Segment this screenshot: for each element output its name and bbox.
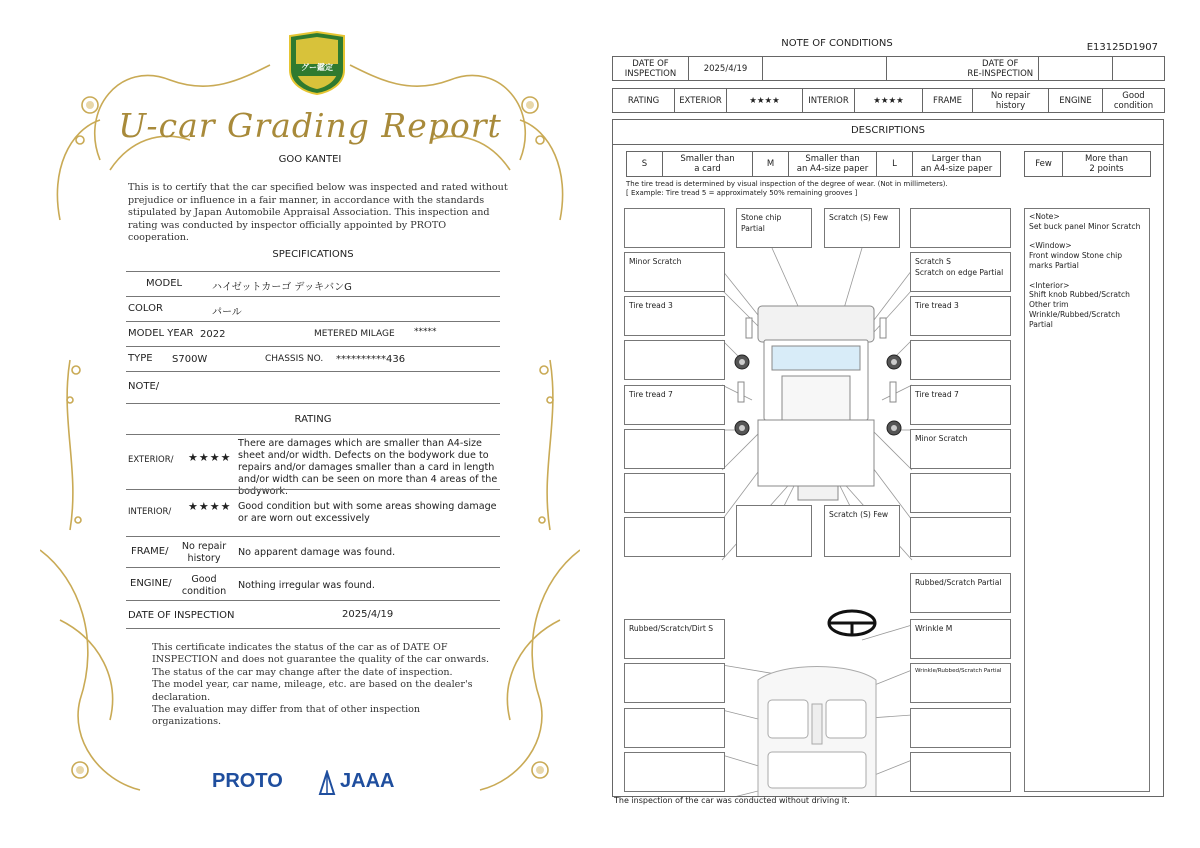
divider: [126, 600, 500, 601]
color-label: COLOR: [128, 303, 163, 314]
chassis-label: CHASSIS NO.: [265, 354, 324, 364]
note-heading: <Note>: [1029, 212, 1060, 221]
divider: [126, 371, 500, 372]
condition-box: Scratch S Scratch on edge Partial: [910, 252, 1011, 292]
frame-value: No repair history: [973, 89, 1049, 113]
model-value: ハイゼットカーゴ デッキバンG: [212, 282, 352, 293]
condition-box: [624, 340, 725, 380]
grading-certificate: [40, 20, 580, 830]
specifications-heading: SPECIFICATIONS: [272, 249, 354, 260]
window-heading: <Window>: [1029, 241, 1072, 251]
divider: [126, 271, 500, 272]
condition-box: [624, 208, 725, 248]
window-text: Front window Stone chip marks Partial: [1029, 251, 1123, 270]
interior-note: Wrinkle/Rubbed/Scratch Partial: [1029, 309, 1121, 329]
model-year-label: MODEL YEAR: [128, 328, 194, 339]
blank-cell: [1113, 57, 1165, 81]
mileage-value: *****: [414, 327, 437, 337]
condition-box: Wrinkle/Rubbed/Scratch Partial: [910, 663, 1011, 703]
condition-box: Wrinkle M: [910, 619, 1011, 659]
condition-box: Rubbed/Scratch Partial: [910, 573, 1011, 613]
divider: [612, 144, 1164, 145]
engine-value: Good condition: [1103, 89, 1165, 113]
date-of-inspection-value: 2025/4/19: [342, 609, 394, 620]
sheet-footer: The inspection of the car was conducted without driving it.: [614, 796, 850, 805]
condition-box: Scratch (S) Few: [824, 505, 900, 557]
interior-note: Other trim: [1029, 300, 1069, 310]
divider: [126, 434, 500, 435]
engine-label: ENGINE: [1049, 89, 1103, 113]
rating-heading: RATING: [294, 414, 332, 425]
interior-note: Shift knob Rubbed/Scratch: [1029, 290, 1130, 300]
divider: [126, 567, 500, 568]
condition-box: [910, 752, 1011, 792]
frame-value: No repair history: [181, 541, 227, 564]
sheet-title: NOTE OF CONDITIONS: [781, 38, 893, 49]
exterior-label: EXTERIOR/: [128, 455, 174, 465]
exterior-description: There are damages which are smaller than A4-size sheet and/or width. Defects on the bodywork due to repairs and/or damages smaller than a card in length and/or width can be seen on more than 4 areas of the bodywork.: [238, 438, 498, 497]
legend-few-desc: More than 2 points: [1063, 152, 1151, 177]
date-of-inspection-value: 2025/4/19: [689, 57, 763, 81]
exterior-stars: ★★★★: [188, 451, 232, 464]
model-year-value: 2022: [200, 329, 226, 340]
condition-box: Rubbed/Scratch/Dirt S: [624, 619, 725, 659]
divider: [126, 489, 500, 490]
steering-wheel-icon: [829, 611, 875, 635]
interior-label: INTERIOR/: [128, 507, 172, 517]
divider: [126, 296, 500, 297]
proto-logo: PROTO: [212, 770, 283, 792]
rating-table: [612, 88, 1165, 113]
note-of-conditions-sheet: [612, 30, 1164, 820]
condition-box: [624, 517, 725, 557]
frame-label: FRAME/: [131, 546, 169, 557]
model-label: MODEL: [146, 278, 183, 289]
legend-few: Few: [1025, 152, 1063, 177]
color-value: パール: [212, 307, 242, 318]
condition-box: Stone chip Partial: [736, 208, 812, 248]
interior-label: INTERIOR: [803, 89, 855, 113]
tire-tread-note: The tire tread is determined by visual inspection of the degree of wear. (Not in millimeters). [ Example: Tire tread 5 = approximately 50% remaining grooves ]: [626, 180, 948, 197]
interior-stars: ★★★★: [855, 89, 923, 113]
note-label: NOTE/: [128, 381, 160, 392]
frame-label: FRAME: [923, 89, 973, 113]
condition-box: Minor Scratch: [624, 252, 725, 292]
condition-box: [736, 505, 812, 557]
condition-box: Scratch (S) Few: [824, 208, 900, 248]
chassis-value: **********436: [336, 354, 406, 365]
certification-statement: This is to certify that the car specified below was inspected and rated without prejudice or influence in a fair manner, in accordance with the standards stipulated by Japan Automobile Appraisal Association. This inspection and rating was conducted by inspector officially appointed by PROTO cooperation.: [128, 182, 508, 244]
report-title: U-car Grading Report: [118, 106, 502, 145]
jaaa-emblem-icon: [318, 770, 336, 796]
interior-description: Good condition but with some areas showing damage or are worn out excessively: [238, 501, 497, 524]
engine-description: Nothing irregular was found.: [238, 580, 375, 591]
note-text: Set buck panel Minor Scratch: [1029, 221, 1141, 231]
badge-text: グー鑑定: [301, 63, 333, 72]
dates-table: [612, 56, 1165, 81]
legend-s-desc: Smaller than a card: [663, 152, 753, 177]
exterior-label: EXTERIOR: [675, 89, 727, 113]
legend-l: L: [877, 152, 913, 177]
frame-description: No apparent damage was found.: [238, 547, 396, 558]
condition-box: [910, 208, 1011, 248]
notes-panel: [1024, 208, 1150, 792]
size-legend: [626, 151, 1001, 177]
condition-box: [910, 340, 1011, 380]
divider: [126, 346, 500, 347]
divider: [126, 321, 500, 322]
sheet-code: E13125D1907: [1086, 42, 1158, 53]
jaaa-logo: JAAA: [340, 770, 395, 792]
date-of-reinspection-label: [887, 57, 963, 81]
legend-m-desc: Smaller than an A4-size paper: [789, 152, 877, 177]
mileage-label: METERED MILAGE: [314, 329, 395, 339]
legend-s: S: [627, 152, 663, 177]
divider: [126, 403, 500, 404]
type-value: S700W: [172, 354, 208, 365]
condition-box: [910, 708, 1011, 748]
interior-stars: ★★★★: [188, 500, 232, 513]
interior-heading: <Interior>: [1029, 280, 1070, 290]
date-of-reinspection-value: [1039, 57, 1113, 81]
condition-box: [624, 752, 725, 792]
date-of-inspection-label: DATE OF INSPECTION: [128, 610, 235, 621]
date-of-reinspection-title: DATE OF RE-INSPECTION: [963, 57, 1039, 81]
condition-box: Tire tread 7: [624, 385, 725, 425]
engine-value: Good condition: [181, 574, 227, 597]
certificate-disclaimer: This certificate indicates the status of the car as of DATE OF INSPECTION and does not guarantee the quality of the car onwards. The status of the car may change after the date of inspection. The model year, car name, mileage, etc. are based on the dealer's declaration. The evaluation may differ from that of other inspection organizations.: [152, 642, 490, 728]
engine-label: ENGINE/: [130, 578, 172, 589]
condition-box: [910, 517, 1011, 557]
condition-box: Tire tread 3: [624, 296, 725, 336]
divider: [126, 628, 500, 629]
blank-cell: [763, 57, 887, 81]
exterior-stars: ★★★★: [727, 89, 803, 113]
legend-l-desc: Larger than an A4-size paper: [913, 152, 1001, 177]
report-subtitle: GOO KANTEI: [278, 154, 342, 165]
type-label: TYPE: [128, 353, 153, 364]
condition-box: [624, 663, 725, 703]
descriptions-heading: DESCRIPTIONS: [850, 125, 926, 136]
sponsor-logos: [212, 770, 432, 800]
divider: [126, 536, 500, 537]
condition-box: Tire tread 7: [910, 385, 1011, 425]
rating-label: RATING: [613, 89, 675, 113]
date-of-inspection-label: DATE OF INSPECTION: [613, 57, 689, 81]
condition-box: [624, 429, 725, 469]
condition-box: Tire tread 3: [910, 296, 1011, 336]
condition-box: [910, 473, 1011, 513]
legend-m: M: [753, 152, 789, 177]
few-legend: [1024, 151, 1151, 177]
condition-box: [624, 473, 725, 513]
condition-box: [624, 708, 725, 748]
condition-box: Minor Scratch: [910, 429, 1011, 469]
